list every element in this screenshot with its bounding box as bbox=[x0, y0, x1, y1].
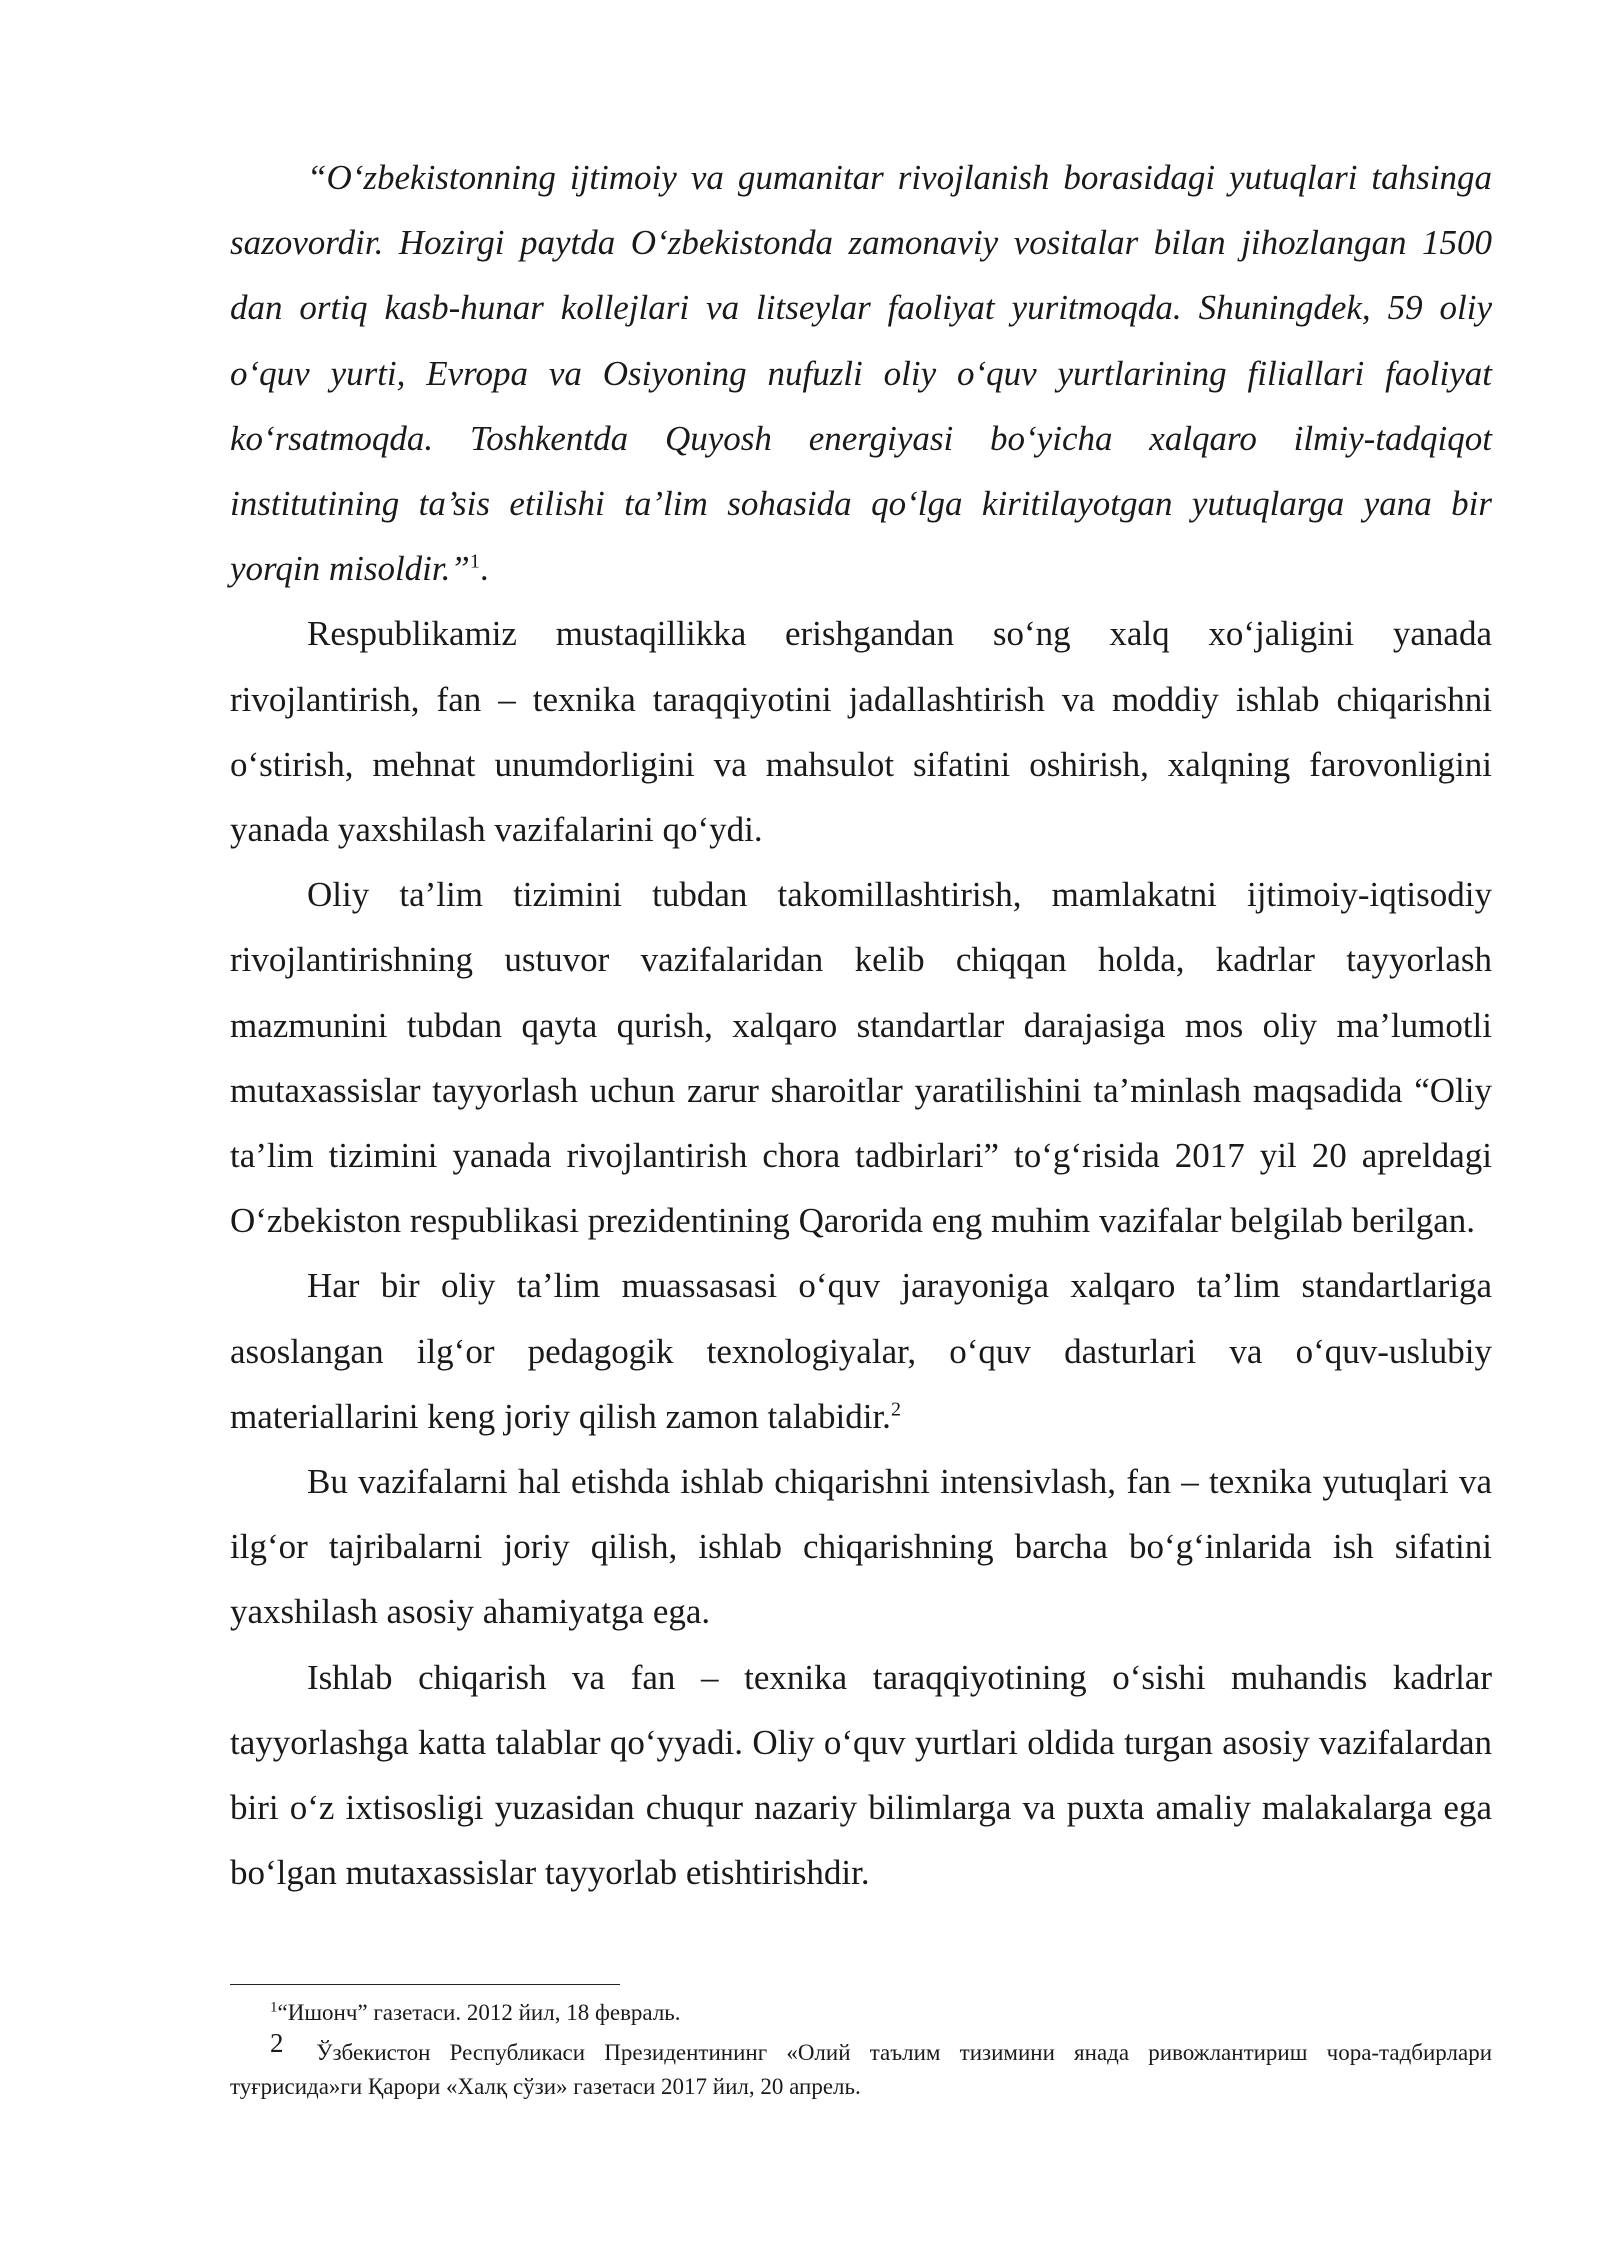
document-body bbox=[230, 145, 1492, 1905]
paragraph-text: Oliy ta’lim tizimini tubdan takomillashtirish, mamlakatni ijtimoiy-iqtisodiy rivojlantirishning ustuvor vazifalaridan kelib chiqqan holda, kadrlar tayyorlash mazmunini tubdan qayta qurish, xalqaro standartlar darajasiga mos oliy ma’lumotli mutaxassislar tayyorlash uchun zarur sharoitlar yaratilishini ta’minlash maqsadida “Oliy ta’lim tizimini yanada rivojlantirish chora tadbirlari” to‘g‘risida 2017 yil 20 apreldagi O‘zbekiston respublikasi prezidentining Qarorida eng muhim vazifalar belgilab berilgan. bbox=[230, 875, 1492, 1241]
footnote-2 bbox=[230, 2028, 1493, 2104]
footnote-1 bbox=[230, 1996, 1492, 2030]
footnote-ref: 2 bbox=[890, 1398, 901, 1421]
footnote-separator bbox=[230, 1984, 620, 1985]
footnotes bbox=[230, 1996, 1492, 2104]
paragraph bbox=[230, 1253, 1492, 1449]
quote-paragraph bbox=[230, 145, 1492, 601]
footnote-number: 1 bbox=[270, 1999, 278, 2016]
paragraph bbox=[230, 862, 1492, 1253]
footnote-text: “Ишонч” газетаси. 2012 йил, 18 февраль. bbox=[277, 2000, 681, 2025]
footnote-number: 2 bbox=[270, 2028, 284, 2058]
paragraph-text: “O‘zbekistonning ijtimoiy va gumanitar rivojlanish borasidagi yutuqlari tahsinga sazovordir. Hozirgi paytda O‘zbekistonda zamonaviy vositalar bilan jihozlangan 1500 dan ortiq kasb-hunar kollejlari va litseylar faoliyat yuritmoqda. Shuningdek, 59 oliy o‘quv yurti, Evropa va Osiyoning nufuzli oliy o‘quv yurtlarining filiallari faoliyat ko‘rsatmoqda. Toshkentda Quyosh energiyasi bo‘yicha xalqaro ilmiy-tadqiqot institutining ta’sis etilishi ta’lim sohasida qo‘lga kiritilayotgan yutuqlarga yana bir yorqin misoldir.” bbox=[230, 158, 1492, 589]
footnote-ref: 1 bbox=[469, 550, 480, 573]
paragraph bbox=[230, 1645, 1492, 1906]
paragraph bbox=[230, 1449, 1492, 1645]
paragraph-text: Respublikamiz mustaqillikka erishgandan so‘ng xalq xo‘jaligini yanada rivojlantirish, fan – texnika taraqqiyotini jadallashtirish va moddiy ishlab chiqarishni o‘stirish, mehnat unumdorligini va mahsulot sifatini oshirish, xalqning farovonligini yanada yaxshilash vazifalarini qo‘ydi. bbox=[230, 614, 1492, 850]
paragraph-text: Har bir oliy ta’lim muassasasi o‘quv jarayoniga xalqaro ta’lim standartlariga asoslangan ilg‘or pedagogik texnologiyalar, o‘quv dasturlari va o‘quv-uslubiy materiallarini keng joriy qilish zamon talabidir. bbox=[230, 1266, 1492, 1436]
paragraph-tail: . bbox=[479, 549, 489, 589]
paragraph-text: Bu vazifalarni hal etishda ishlab chiqarishni intensivlash, fan – texnika yutuqlari va ilg‘or tajribalarni joriy qilish, ishlab chiqarishning barcha bo‘g‘inlarida ish sifatini yaxshilash asosiy ahamiyatga ega. bbox=[230, 1462, 1492, 1632]
paragraph-text: Ishlab chiqarish va fan – texnika taraqqiyotining o‘sishi muhandis kadrlar tayyorlashga katta talablar qo‘yyadi. Oliy o‘quv yurtlari oldida turgan asosiy vazifalardan biri o‘z ixtisosligi yuzasidan chuqur nazariy bilimlarga va puxta amaliy malakalarga ega bo‘lgan mutaxassislar tayyorlab etishtirishdir. bbox=[230, 1657, 1492, 1893]
paragraph bbox=[230, 601, 1492, 862]
footnote-text: Ўзбекистон Республикаси Президентининг «Олий таълим тизимини янада ривожлантириш чора-тадбирлари туғрисида»ги Қарори «Халқ сўзи» газетаси 2017 йил, 20 апрель. bbox=[230, 2040, 1493, 2099]
